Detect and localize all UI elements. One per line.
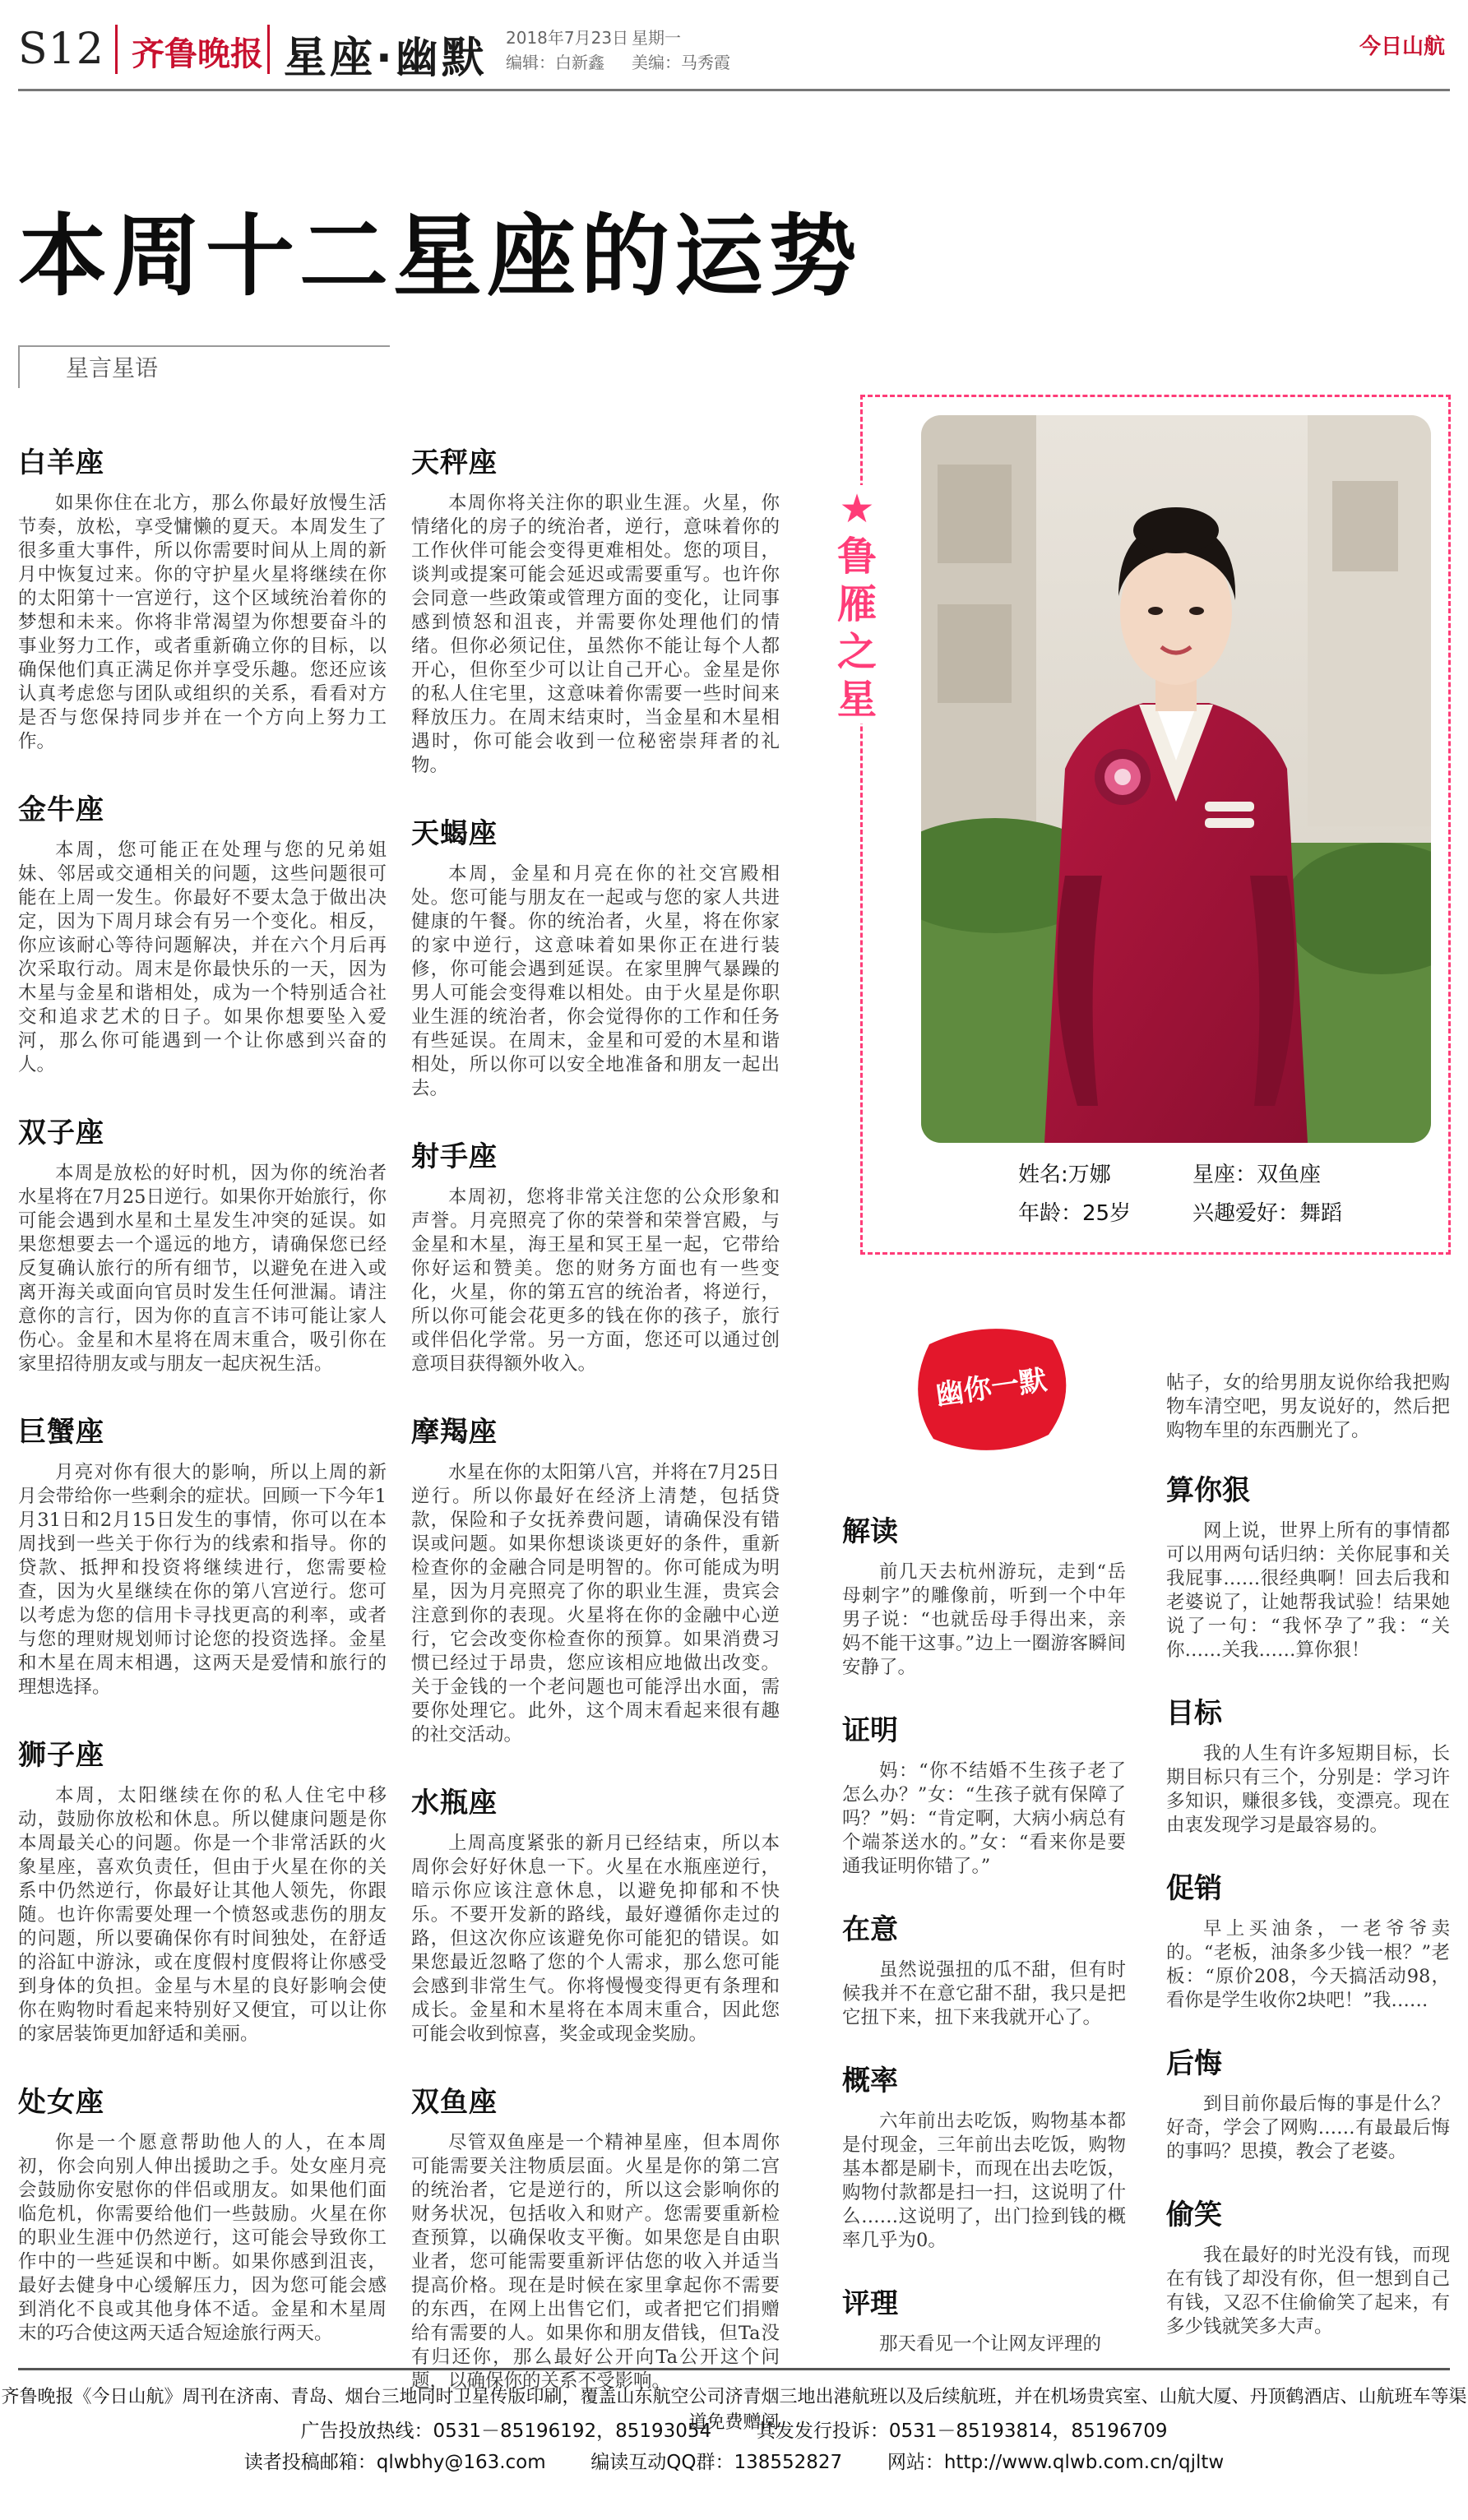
joke-title: 在意 — [842, 1913, 898, 1946]
joke-entry — [1166, 1866, 1450, 2013]
sign-title: 天蝎座 — [411, 817, 498, 850]
joke-entry — [842, 2058, 1126, 2253]
sign-text: 上周高度紧张的新月已经结束，所以本周你会好好休息一下。火星在水瓶座逆行，暗示你应该注意休息，以避免抑郁和不快乐。不要开发新的路线，最好遵循你走过的路，但这次你应该避免你可能犯的错误。如果您最近忽略了您的个人需求，那么您可能会感到非常生气。你将慢慢变得更有条理和成长。金星和木星将在本周末重合，因此您可能会收到惊喜，奖金或现金奖励。 — [411, 1833, 780, 2045]
model-hobby: 兴趣爱好：舞蹈 — [1192, 1201, 1343, 1226]
horoscope-entry — [411, 2079, 780, 2393]
footer-contacts — [0, 2447, 1468, 2474]
joke-entry — [1166, 2192, 1450, 2339]
joke-entry — [842, 1708, 1126, 1879]
footer-distribution-note: 齐鲁晚报《今日山航》周刊在济南、青岛、烟台三地同时卫星传版印刷，覆盖山东航空公司济青烟三地出港航班以及后续航班，并在机场贵宾室、山航大厦、丹顶鹤酒店、山航班车等渠道免费赠阅 — [1, 2387, 1467, 2433]
horoscope-entry — [18, 1110, 387, 1376]
page-number: S12 — [18, 25, 104, 74]
headline: 本周十二星座的运势 — [18, 206, 863, 308]
model-sign: 星座：双鱼座 — [1192, 1163, 1322, 1187]
sign-title: 金牛座 — [18, 793, 104, 826]
sign-text: 你是一个愿意帮助他人的人，在本周初，你会向别人伸出援助之手。处女座月亮会鼓励你安慰你的伴侣或朋友。如果他们面临危机，你需要给他们一些鼓励。火星在你的职业生涯中仍然逆行，这可能会导致你工作中的一些延误和中断。如果你感到沮丧，最好去健身中心缓解压力，因为您可能会感到消化不良或其他身体不适。金星和木星周末的巧合使这两天适合短途旅行两天。 — [18, 2132, 387, 2344]
model-photo-illustration — [921, 415, 1431, 1143]
footer-rule — [18, 2368, 1450, 2370]
model-name: 姓名:万娜 — [1018, 1163, 1111, 1187]
model-photo — [921, 415, 1431, 1143]
joke-title: 证明 — [842, 1714, 898, 1747]
joke-title: 概率 — [842, 2065, 898, 2097]
joke-title: 解读 — [842, 1515, 898, 1548]
joke-entry — [1166, 1468, 1450, 1662]
joke-text: 到目前你最后悔的事是什么？好奇，学会了网购……有最最后悔的事吗？思摸，教会了老婆。 — [1166, 2093, 1450, 2162]
sign-text: 本周你将关注你的职业生涯。火星，你情绪化的房子的统治者，逆行，意味着你的工作伙伴可能会变得更难相处。您的项目，谈判或提案可能会延迟或需要重写。也许你会同意一些政策或管理方面的变化，让同事感到愤怒和沮丧，并需要你处理他们的情绪。但你必须记住，虽然你不能让每个人都开心，但你至少可以让自己开心。金星是你的私人住宅里，这意味着你需要一些时间来释放压力。在周末结束时，当金星和木星相遇时，你可能会收到一位秘密崇拜者的礼物。 — [411, 492, 780, 776]
model-age: 年龄：25岁 — [1018, 1201, 1132, 1226]
sign-text: 如果你住在北方，那么你最好放慢生活节奏，放松，享受慵懒的夏天。本周发生了很多重大事件，所以你需要时间从上周的新月中恢复过来。你的守护星火星将继续在你的太阳第十一宫逆行，这个区域统治着你的梦想和未来。你将非常渴望为你想要奋斗的事业努力工作，或者重新确立你的目标，以确保他们真正满足你并享受乐趣。您还应该认真考虑您与团队或组织的关系，看看对方是否与您保持同步并在一个方向上努力工作。 — [18, 492, 387, 752]
subhead: 星言星语 — [66, 354, 159, 381]
sign-title: 摩羯座 — [411, 1416, 498, 1449]
footer-phones — [0, 2416, 1468, 2443]
designer-credit: 美编：马秀霞 — [632, 53, 730, 72]
horoscope-entry — [411, 1134, 780, 1376]
sign-title: 双子座 — [18, 1117, 104, 1149]
horoscope-column-1 — [18, 440, 387, 2346]
horoscope-entry — [18, 787, 387, 1077]
sign-title: 天秤座 — [411, 446, 498, 479]
sign-title: 水瓶座 — [411, 1787, 498, 1819]
humor-badge — [905, 1320, 1077, 1459]
sign-title: 处女座 — [18, 2086, 104, 2119]
column-label-text: 鲁雁之星 — [836, 534, 877, 723]
horoscope-entry — [411, 440, 780, 778]
joke-entry — [1166, 1371, 1450, 1443]
sign-title: 巨蟹座 — [18, 1416, 104, 1449]
horoscope-entry — [18, 2079, 387, 2346]
joke-text: 帖子，女的给男朋友说你给我把购物车清空吧，男友说好的，然后把购物车里的东西删光了。 — [1166, 1372, 1450, 1441]
sign-text: 月亮对你有很大的影响，所以上周的新月会带给你一些剩余的症状。回顾一下今年1月31日和2月15日发生的事情，你可以在本周找到一些关于你行为的线索和指导。你的贷款、抵押和投资将继续进行，您需要检查，因为火星继续在你的第八宫逆行。您可以考虑为您的信用卡寻找更高的利率，或者与您的理财规划师讨论您的投资选择。金星和木星在周末相遇，这两天是爱情和旅行的理想选择。 — [18, 1462, 387, 1698]
joke-entry — [1166, 1690, 1450, 1838]
joke-title: 算你狠 — [1166, 1474, 1250, 1507]
section-title: 星座·幽默 — [284, 34, 488, 83]
joke-title: 促销 — [1166, 1872, 1222, 1905]
joke-text: 那天看见一个让网友评理的 — [879, 2333, 1102, 2355]
horoscope-column-2 — [411, 440, 780, 2393]
joke-entry — [842, 1509, 1126, 1680]
sign-title: 射手座 — [411, 1140, 498, 1173]
humor-badge-label: 幽你一默 — [933, 1363, 1049, 1413]
horoscope-entry — [411, 811, 780, 1101]
reader-qq-group: 编读互动QQ群：138552827 — [590, 2452, 843, 2473]
horoscope-entry — [18, 1409, 387, 1699]
ad-hotline: 广告投放热线：0531－85196192，85193054 — [300, 2421, 712, 2442]
editor-credit: 编辑：白新鑫 — [506, 53, 604, 72]
sign-text: 本周是放松的好时机，因为你的统治者水星将在7月25日逆行。如果你开始旅行，你可能会遇到水星和土星发生冲突的延误。如果您想要去一个遥远的地方，请确保您已经反复确认旅行的所有细节，以避免在进入或离开海关或面向官员时发生任何泄漏。请注意你的言行，因为你的直言不讳可能让家人伤心。金星和木星将在周末重合，吸引你在家里招待朋友或与朋友一起庆祝生活。 — [18, 1163, 387, 1375]
joke-text: 六年前出去吃饭，购物基本都是付现金，三年前出去吃饭，购物基本都是刷卡，而现在出去吃饭，购物付款都是扫一扫，这说明了什么……这说明了，出门捡到钱的概率几乎为0。 — [842, 2111, 1126, 2251]
sign-text: 本周，太阳继续在你的私人住宅中移动，鼓励你放松和休息。所以健康问题是你本周最关心的问题。你是一个非常活跃的火象星座，喜欢负责任，但由于火星在你的关系中仍然逆行，你最好让其他人领先，你跟随。也许你需要处理一个愤怒或悲伤的朋友的问题，所以要确保你有时间独处，在舒适的浴缸中游泳，或在度假村度假将让你感受到身体的负担。金星与木星的良好影响会使你在购物时看起来特别好又便宜，可以让你的家居装饰更加舒适和美丽。 — [18, 1785, 387, 2045]
sign-title: 狮子座 — [18, 1739, 104, 1772]
horoscope-entry — [411, 1409, 780, 1747]
header-rule — [18, 89, 1450, 91]
sign-title: 双鱼座 — [411, 2086, 498, 2119]
sign-title: 白羊座 — [18, 446, 104, 479]
issue-weekday: 星期一 — [632, 28, 681, 48]
humor-column-1 — [842, 1509, 1126, 2356]
header-divider — [115, 25, 118, 74]
joke-title: 偷笑 — [1166, 2199, 1222, 2231]
star-icon: ★ — [839, 486, 875, 532]
joke-title: 目标 — [1166, 1697, 1222, 1730]
joke-title: 后悔 — [1166, 2047, 1222, 2080]
horoscope-entry — [18, 440, 387, 754]
edition-name: 今日山航 — [1359, 35, 1445, 59]
joke-text: 网上说，世界上所有的事情都可以用两句话归纳：关你屁事和关我屁事……很经典啊！回去后我和老婆说了，让她帮我试验！结果她说了一句：“我怀孕了”我：“关你……关我……算你狠！ — [1166, 1520, 1450, 1661]
website-link[interactable]: 网站：http://www.qlwb.com.cn/qjltw — [887, 2452, 1225, 2473]
header-divider — [267, 25, 270, 74]
horoscope-entry — [411, 1780, 780, 2046]
humor-column-2 — [1166, 1371, 1450, 2339]
submission-email: 读者投稿邮箱：qlwbhy@163.com — [243, 2452, 546, 2473]
joke-text: 我的人生有许多短期目标，长期目标只有三个，分别是：学习许多知识，赚很多钱，变漂亮。现在由衷发现学习是最容易的。 — [1166, 1743, 1450, 1836]
horoscope-entry — [18, 1732, 387, 2046]
joke-entry — [842, 1907, 1126, 2030]
joke-entry — [1166, 2041, 1450, 2164]
sign-text: 本周，您可能正在处理与您的兄弟姐妹、邻居或交通相关的问题，这些问题很可能在上周一发生。你最好不要太急于做出决定，因为下周月球会有另一个变化。相反，你应该耐心等待问题解决，并在六个月后再次采取行动。周末是你最快乐的一天，因为木星与金星和谐相处，成为一个特别适合社交和追求艺术的日子。如果你想要坠入爱河，那么你可能遇到一个让你感到兴奋的人。 — [18, 839, 387, 1075]
joke-entry — [842, 2281, 1126, 2356]
sign-text: 本周，金星和月亮在你的社交宫殿相处。您可能与朋友在一起或与您的家人共进健康的午餐。你的统治者，火星，将在你家的家中逆行，这意味着如果你正在进行装修，你可能会遇到延误。在家里脾气暴躁的男人可能会变得难以相处。由于火星是你职业生涯的统治者，你会觉得你的工作和任务有些延误。在周末，金星和可爱的木星和谐相处，所以你可以安全地准备和朋友一起出去。 — [411, 863, 780, 1099]
joke-text: 虽然说强扭的瓜不甜，但有时候我并不在意它甜不甜，我只是把它扭下来，扭下来我就开心了。 — [842, 1959, 1126, 2028]
sign-text: 尽管双鱼座是一个精神星座，但本周你可能需要关注物质层面。火星是你的第二宫的统治者，它是逆行的，所以这会影响你的财务状况，包括收入和财产。您需要重新检查预算，以确保收支平衡。如果您是自由职业者，您可能需要重新评估您的收入并适当提高价格。现在是时候在家里拿起你不需要的东西，在网上出售它们，或者把它们捐赠给有需要的人。如果你和朋友借钱，但Ta没有归还你，那么最好公开向Ta公开这个问题，以确保你的关系不受影响。 — [411, 2132, 780, 2392]
distribution-hotline: 其发发行投诉：0531－85193814，85196709 — [756, 2421, 1168, 2442]
joke-text: 早上买油条，一老爷爷卖的。“老板，油条多少钱一根？”老板：“原价208，今天搞活动98，看你是学生收你2块吧！”我…… — [1166, 1918, 1450, 2011]
issue-date: 2018年7月23日 — [506, 28, 629, 48]
newspaper-logo: 齐鲁晚报 — [132, 35, 263, 73]
model-column-label — [832, 485, 882, 724]
joke-title: 评理 — [842, 2287, 898, 2320]
sign-text: 本周初，您将非常关注您的公众形象和声誉。月亮照亮了你的荣誉和荣誉宫殿，与金星和木星，海王星和冥王星一起，它带给你好运和赞美。您的财务方面也有一些变化，火星，你的第五宫的统治者，将逆行，所以你可能会花更多的钱在你的孩子，旅行或伴侣化学常。另一方面，您还可以通过创意项目获得额外收入。 — [411, 1186, 780, 1375]
joke-text: 我在最好的时光没有钱，而现在有钱了却没有你，但一想到自己有钱，又忍不住偷偷笑了起来，有多少钱就笑多大声。 — [1166, 2245, 1450, 2337]
joke-text: 妈：“你不结婚不生孩子老了怎么办？”女：“生孩子就有保障了吗？”妈：“肯定啊，大病小病总有个端茶送水的。”女：“看来你是要通我证明你错了。” — [842, 1760, 1126, 1877]
joke-text: 前几天去杭州游玩，走到“岳母刺字”的雕像前，听到一个中年男子说：“也就岳母手得出来，亲妈不能干这事。”边上一圈游客瞬间安静了。 — [842, 1561, 1126, 1678]
sign-text: 水星在你的太阳第八宫，并将在7月25日逆行。所以你最好在经济上清楚，包括贷款，保险和子女抚养费问题，请确保没有错误或问题。如果你想谈谈更好的条件，重新检查你的金融合同是明智的。你可能成为明星，因为月亮照亮了你的职业生涯，贵宾会注意到你的表现。火星将在你的金融中心逆行，它会改变你检查你的预算。如果消费习惯已经过于昂贵，您应该相应地做出改变。关于金钱的一个老问题也可能浮出水面，需要你处理它。此外，这个周末看起来很有趣的社交活动。 — [411, 1462, 780, 1746]
